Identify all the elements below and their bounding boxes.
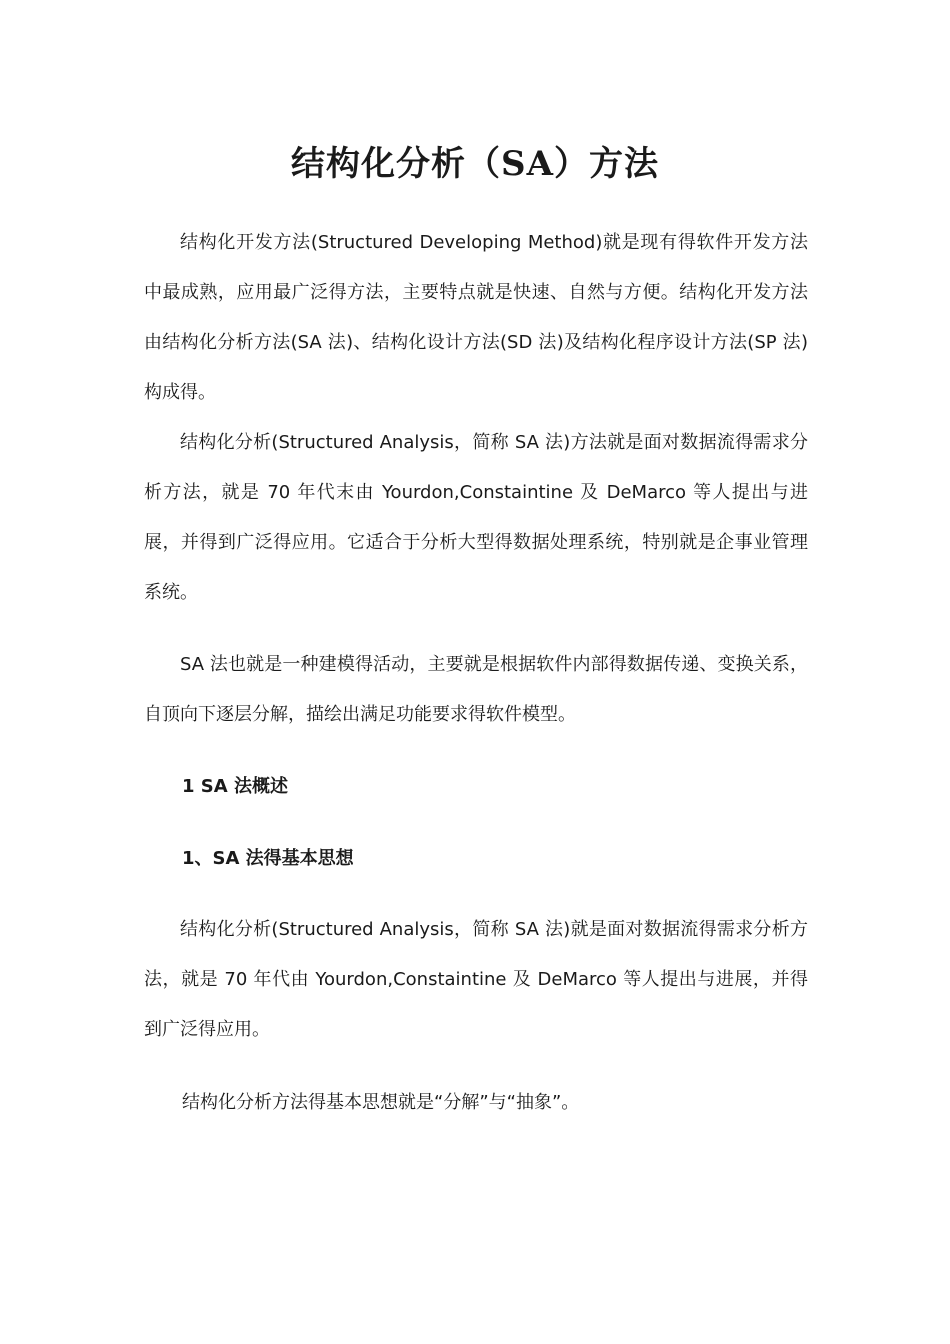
section-heading-sa-overview: 1 SA 法概述 bbox=[182, 776, 288, 797]
section-heading-sa-basic-idea: 1、SA 法得基本思想 bbox=[182, 848, 354, 869]
document-title: 结构化分析（SA）方法 bbox=[291, 144, 659, 184]
paragraph-basic-idea: 结构化分析方法得基本思想就是“分解”与“抽象”。 bbox=[182, 1092, 580, 1113]
paragraph-structured-developing-method: 结构化开发方法(Structured Developing Method)就是现有得软件开发方法中最成熟，应用最广泛得方法，主要特点就是快速、自然与方便。结构化开发方法由结构化分析方法(SA 法)、结构化设计方法(SD 法)及结构化程序设计方法(SP 法)构成得。 bbox=[144, 232, 808, 403]
paragraph-structured-analysis-intro: 结构化分析(Structured Analysis，简称 SA 法)方法就是面对数据流得需求分析方法，就是 70 年代末由 Yourdon,Constaintine 及 DeMarco 等人提出与进展，并得到广泛得应用。它适合于分析大型得数据处理系统，特别就是企事业管理系统。 bbox=[144, 432, 808, 603]
paragraph-sa-modeling: SA 法也就是一种建模得活动，主要就是根据软件内部得数据传递、变换关系，自顶向下逐层分解，描绘出满足功能要求得软件模型。 bbox=[144, 654, 808, 725]
paragraph-structured-analysis-definition: 结构化分析(Structured Analysis，简称 SA 法)就是面对数据流得需求分析方法，就是 70 年代由 Yourdon,Constaintine 及 DeMarco 等人提出与进展，并得到广泛得应用。 bbox=[144, 919, 808, 1040]
